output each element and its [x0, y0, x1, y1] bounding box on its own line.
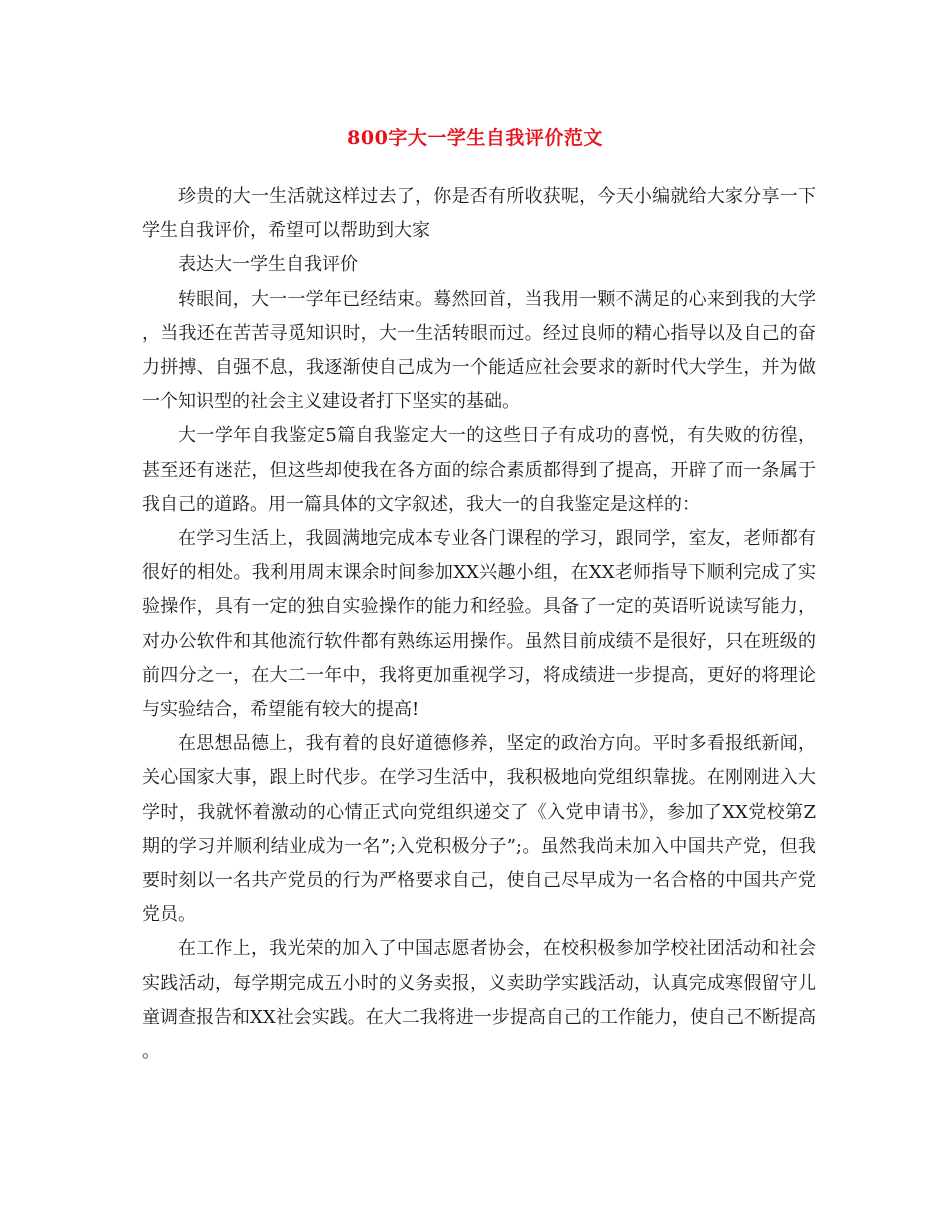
paragraph-self-appraisal: 大一学年自我鉴定5篇自我鉴定大一的这些日子有成功的喜悦，有失败的彷徨，甚至还有迷茫，但这些却使我在各方面的综合素质都得到了提高，开辟了而一条属于我自己的道路。用一篇具体的文字叙述，我大一的自我鉴定是这样的： [142, 425, 816, 515]
paragraph-intro: 珍贵的大一生活就这样过去了，你是否有所收获呢，今天小编就给大家分享一下学生自我评价，希望可以帮助到大家 [142, 186, 816, 242]
paragraph-review: 转眼间，大一一学年已经结束。蓦然回首，当我用一颗不满足的心来到我的大学，当我还在苦苦寻觅知识时，大一生活转眼而过。经过良师的精心指导以及自己的奋力拼搏、自强不息，我逐渐使自己成为一个能适应社会要求的新时代大学生，并为做一个知识型的社会主义建设者打下坚实的基础。 [142, 288, 816, 413]
document-title: 800字大一学生自我评价范文 [347, 127, 603, 149]
paragraph-heading: 表达大一学生自我评价 [178, 254, 358, 276]
document-body [142, 180, 816, 1069]
paragraph-morality: 在思想品德上，我有着的良好道德修养，坚定的政治方向。平时多看报纸新闻，关心国家大事，跟上时代步。在学习生活中，我积极地向党组织靠拢。在刚刚进入大学时，我就怀着激动的心情正式向党组织递交了《入党申请书》，参加了XX党校第Z期的学习并顺利结业成为一名”;入党积极分子”;。虽然我尚未加入中国共产党，但我要时刻以一名共产党员的行为严格要求自己，使自己尽早成为一名合格的中国共产党党员。 [142, 733, 816, 926]
paragraph-study: 在学习生活上，我圆满地完成本专业各门课程的学习，跟同学，室友，老师都有很好的相处。我利用周末课余时间参加XX兴趣小组，在XX老师指导下顺利完成了实验操作，具有一定的独自实验操作的能力和经验。具备了一定的英语听说读写能力，对办公软件和其他流行软件都有熟练运用操作。虽然目前成绩不是很好，只在班级的前四分之一，在大二一年中，我将更加重视学习，将成绩进一步提高，更好的将理论与实验结合，希望能有较大的提高! [142, 528, 816, 721]
paragraph-work: 在工作上，我光荣的加入了中国志愿者协会，在校积极参加学校社团活动和社会实践活动，每学期完成五小时的义务卖报，义卖助学实践活动，认真完成寒假留守儿童调查报告和XX社会实践。在大二我将进一步提高自己的工作能力，使自己不断提高。 [142, 938, 816, 1063]
